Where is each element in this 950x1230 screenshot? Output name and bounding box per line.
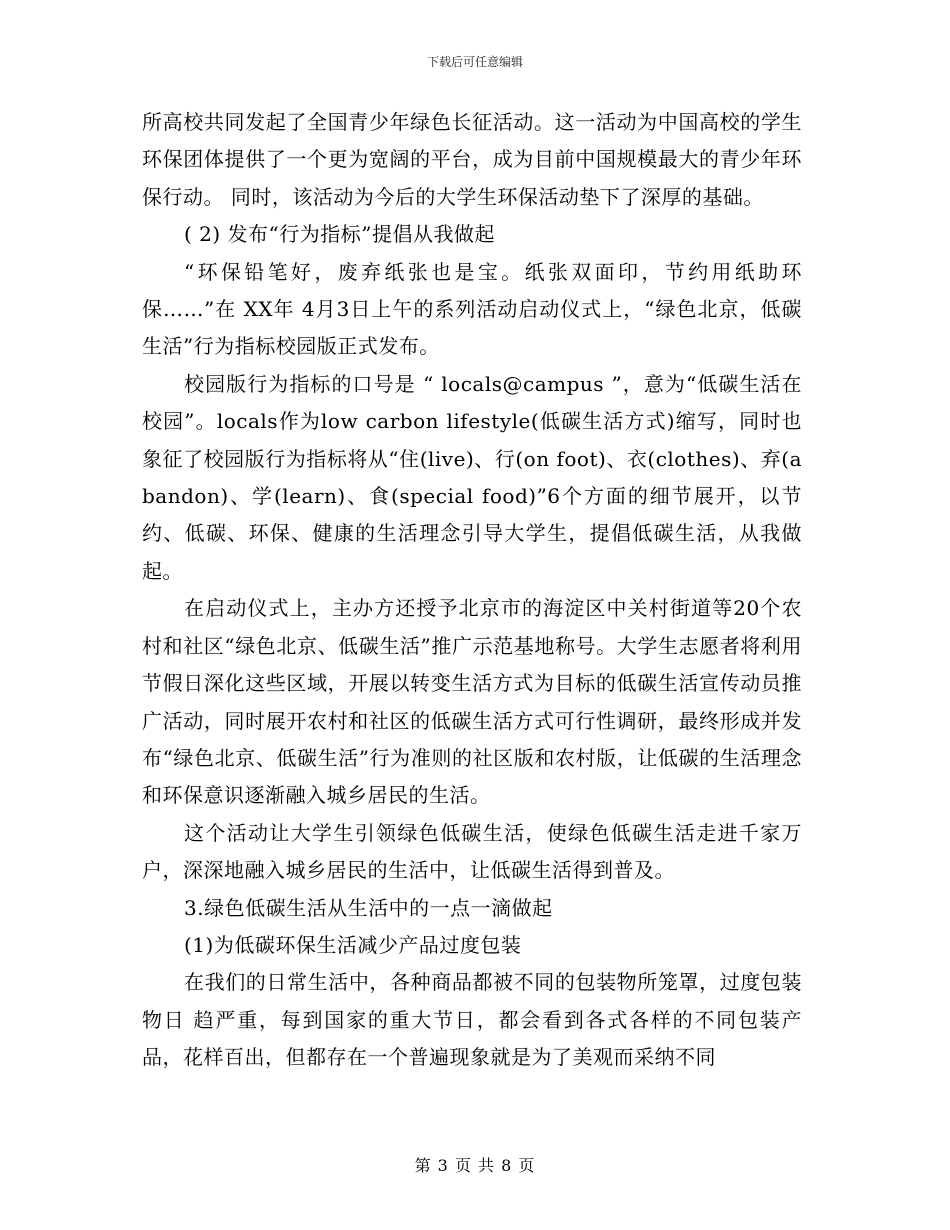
section-heading-3: 3.绿色低碳生活从生活中的一点一滴做起: [184, 895, 553, 920]
paragraph-6: 这个活动让大学生引领绿色低碳生活，使绿色低碳生活走进千家万户，深深地融入城乡居民的生活中，让低碳生活得到普及。: [142, 820, 802, 883]
page-footer: 第 3 页 共 8 页: [414, 1156, 536, 1175]
paragraph-2-heading: ( 2) 发布“行为指标”提倡从我做起: [184, 222, 495, 247]
subsection-heading-1: (1)为低碳环保生活减少产品过度包装: [184, 932, 522, 957]
paragraph-5: 在启动仪式上，主办方还授予北京市的海淀区中关村街道等20个农村和社区“绿色北京、低碳生活”推广示范基地称号。大学生志愿者将利用节假日深化这些区域，开展以转变生活方式为目标的低碳生活宣传动员推广活动，同时展开农村和社区的低碳生活方式可行性调研，最终形成并发布“绿色北京、低碳生活”行为准则的社区版和农村版，让低碳的生活理念和环保意识逐渐融入城乡居民的生活。: [142, 596, 802, 808]
document-body: [142, 104, 802, 1077]
paragraph-7: 在我们的日常生活中，各种商品都被不同的包装物所笼罩，过度包装物日 趋严重，每到国家的重大节日，都会看到各式各样的不同包装产品，花样百出，但都存在一个普遍现象就是为了美观而采纳不同: [142, 970, 802, 1070]
paragraph-3: “环保铅笔好，废弃纸张也是宝。纸张双面印，节约用纸助环保……”在 XX年 4月3日上午的系列活动启动仪式上，“绿色北京，低碳生活”行为指标校园版正式发布。: [142, 259, 802, 359]
page-header: 下载后可任意编辑: [426, 55, 523, 69]
paragraph-1: 所高校共同发起了全国青少年绿色长征活动。这一活动为中国高校的学生环保团体提供了一个更为宽阔的平台，成为目前中国规模最大的青少年环保行动。 同时，该活动为今后的大学生环保活动垫下了深厚的基础。: [142, 110, 802, 209]
paragraph-4: 校园版行为指标的口号是 “ locals@campus ”，意为“低碳生活在校园”。locals作为low carbon lifestyle(低碳生活方式)缩写，同时也象征了校园版行为指标将从“住(live)、行(on foot)、衣(clothes)、弃(abandon)、学(learn)、食(special food)”6个方面的细节展开，以节约、低碳、环保、健康的生活理念引导大学生，提倡低碳生活，从我做起。: [142, 371, 802, 583]
